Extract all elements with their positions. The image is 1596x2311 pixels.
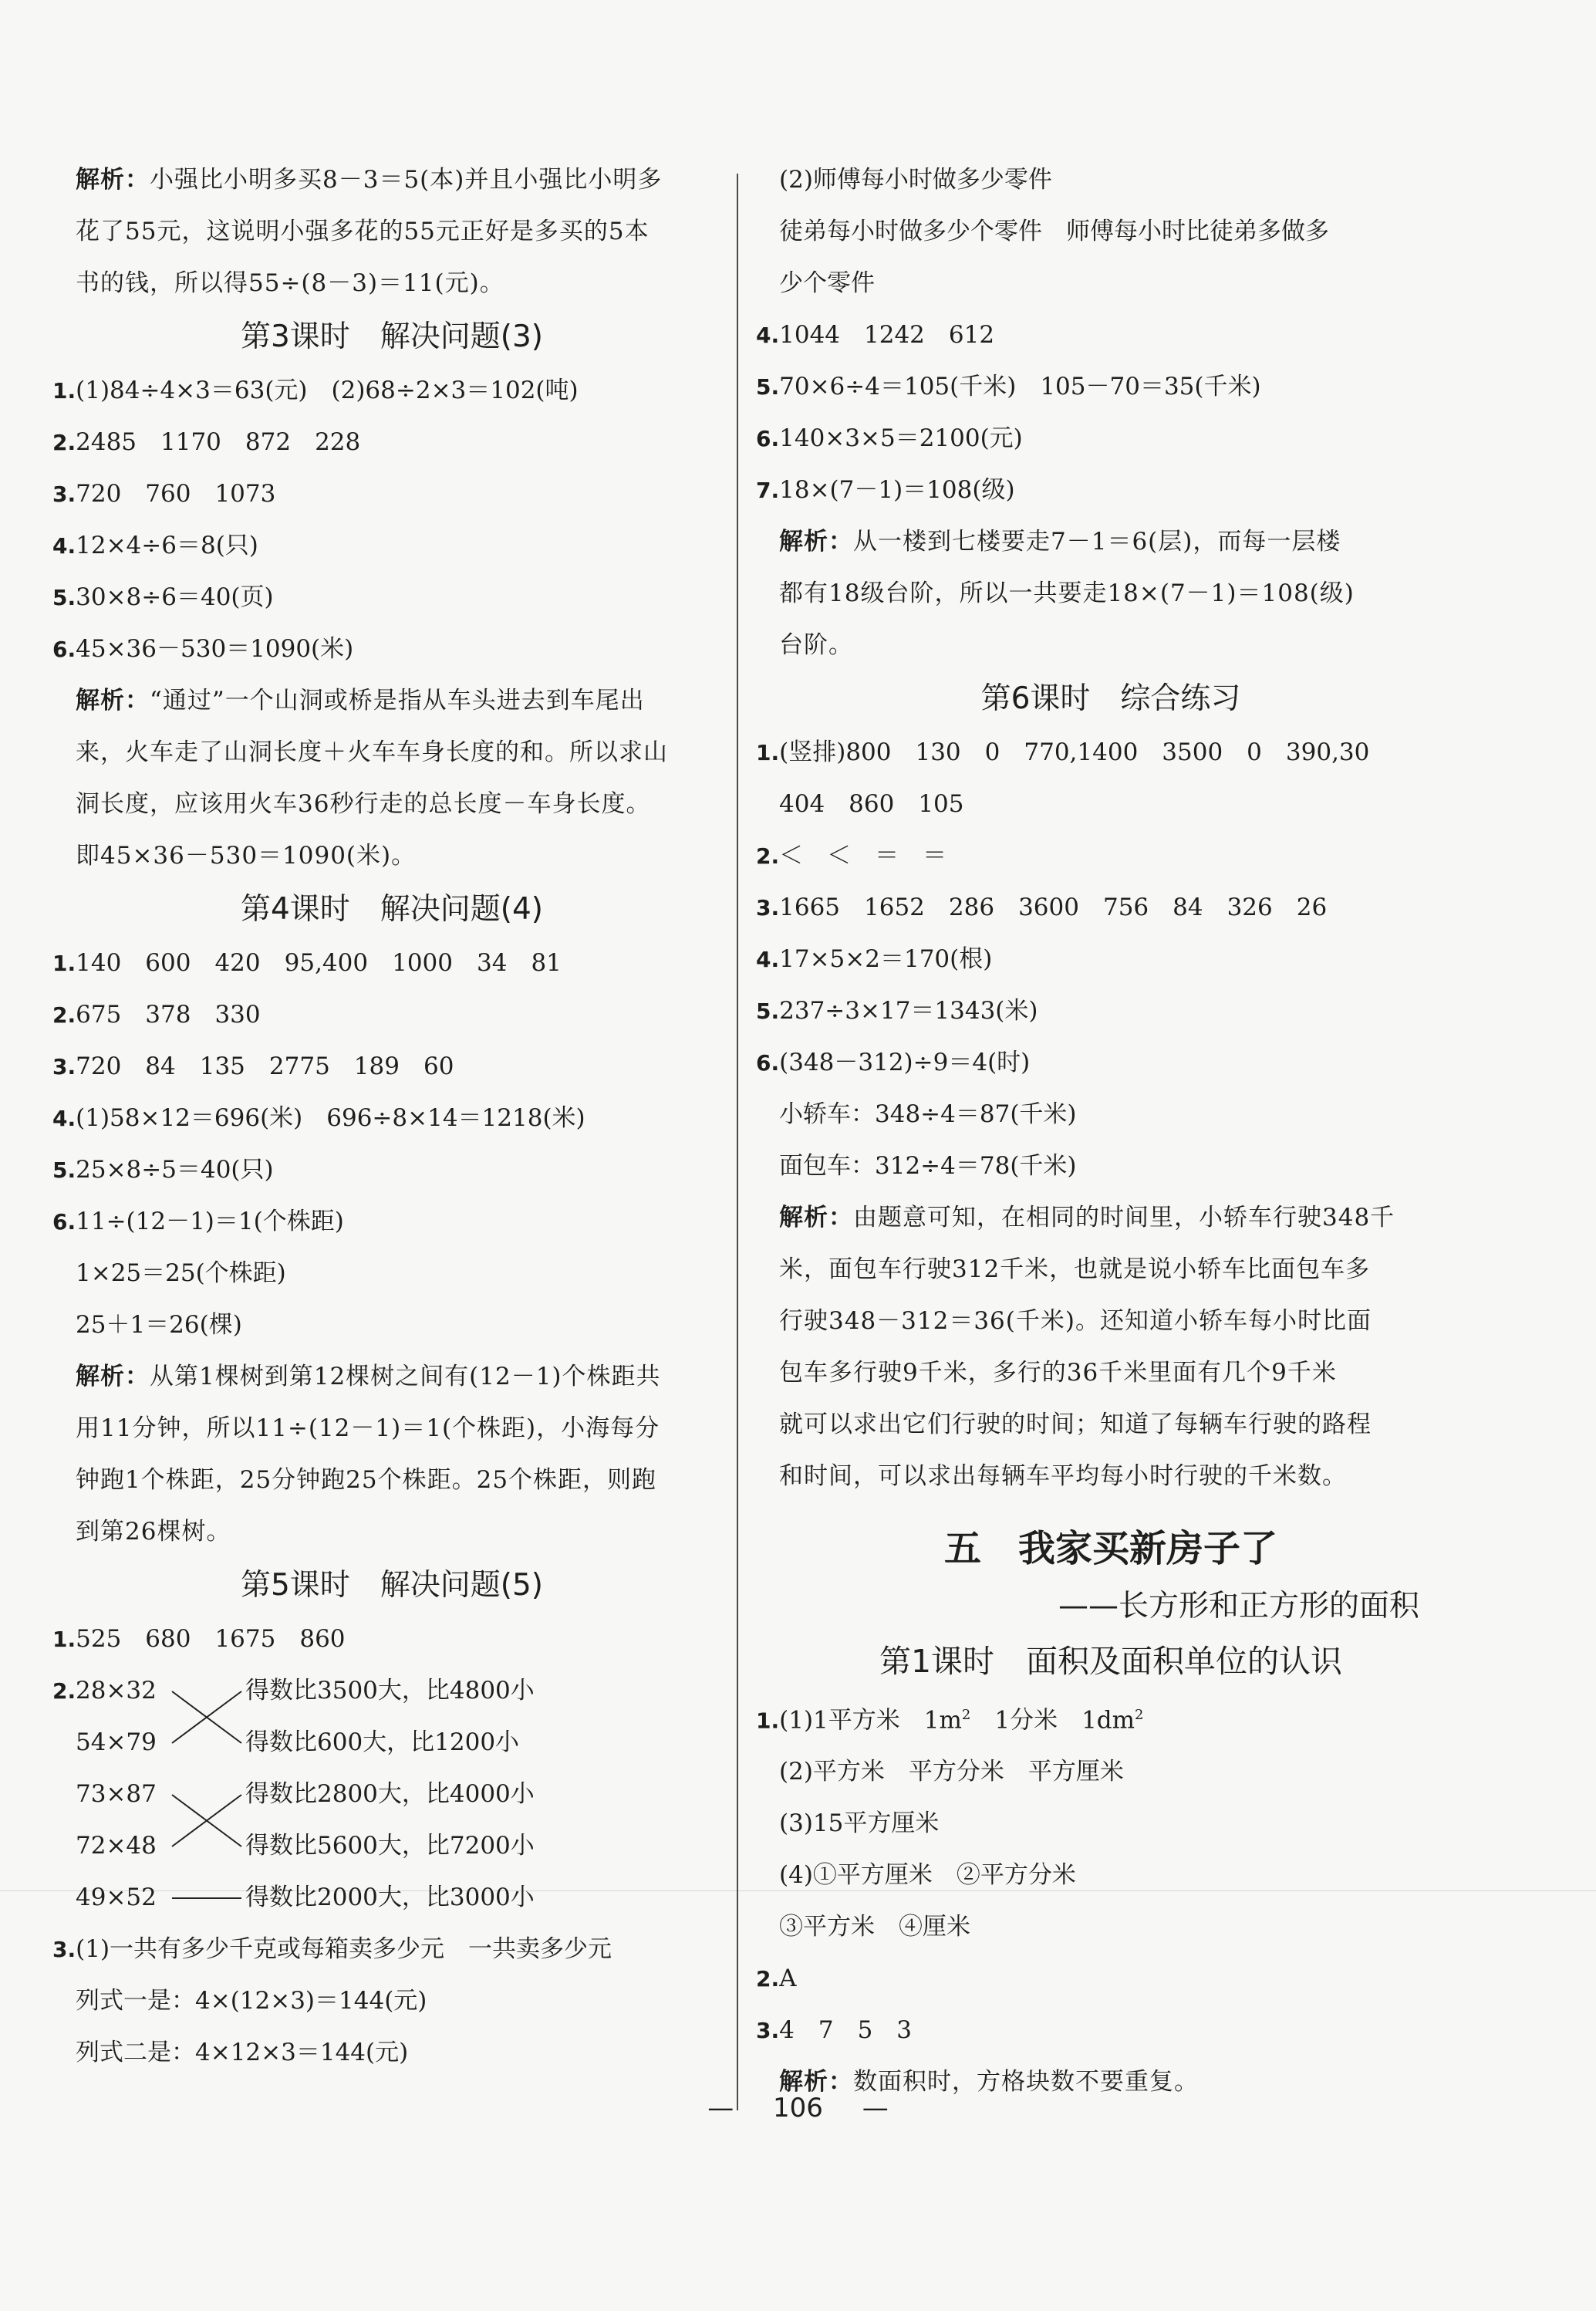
answer-line: 3.(1)一共有多少千克或每箱卖多少元 一共卖多少元 <box>52 1935 612 1963</box>
answer-line: 7.18×(7－1)＝108(级) <box>756 476 1015 504</box>
lesson-4-title: 第4课时 解决问题(4) <box>240 892 544 927</box>
match-left-list: 28×32 54×79 73×87 72×48 49×52 <box>76 1677 157 1911</box>
answer-line: 3.720 760 1073 <box>52 480 276 508</box>
matching-exercise: 2. 28×32 54×79 73×87 72×48 49×52 得数比3500大，比4800小 得数比600大，比1200小 得数比2800大，比4000小 得数比5600大，比7200小 得数比2000大，比3000小 <box>52 1665 731 1924</box>
answer-line: 6.11÷(12－1)＝1(个株距) <box>52 1208 344 1235</box>
analysis-paragraph: 解析：数面积时，方格块数不要重复。 <box>779 2068 1199 2096</box>
analysis-label: 解析： <box>779 528 853 556</box>
analysis-label: 解析： <box>76 1363 150 1390</box>
answer-line: 1.(1)84÷4×3＝63(元) (2)68÷2×3＝102(吨) <box>52 377 579 404</box>
lesson-5-title: 第5课时 解决问题(5) <box>240 1568 544 1603</box>
answer-line: 6.(348－312)÷9＝4(时) <box>756 1049 1031 1076</box>
unit-subtitle: ——长方形和正方形的面积 <box>1058 1589 1419 1623</box>
answer-line: 2.675 378 330 <box>52 1001 261 1029</box>
answer-line: 404 860 105 <box>779 790 964 818</box>
unit-lesson-1-title: 第1课时 面积及面积单位的认识 <box>879 1643 1343 1680</box>
answer-line: 4.(1)58×12＝696(米) 696÷8×14＝1218(米) <box>52 1104 585 1132</box>
analysis-label: 解析： <box>76 166 150 194</box>
answer-line: 5.70×6÷4＝105(千米) 105－70＝35(千米) <box>756 373 1261 400</box>
answer-line: 5.237÷3×17＝1343(米) <box>756 997 1038 1025</box>
answer-line: 1.(1)1平方米 $1m^2$ 1分米 $1dm^2$ <box>756 1706 1144 1735</box>
answer-line: 3.1665 1652 286 3600 756 84 326 26 <box>756 894 1328 921</box>
answer-line: 徒弟每小时做多少个零件 师傅每小时比徒弟多做多 <box>779 218 1329 245</box>
match-lines <box>168 1665 245 1924</box>
answer-line: (2)师傅每小时做多少零件 <box>779 166 1052 194</box>
answer-line: 面包车：312÷4＝78(千米) <box>779 1152 1077 1180</box>
answer-line: 6.140×3×5＝2100(元) <box>756 424 1023 452</box>
unit-title: 五 我家买新房子了 <box>943 1527 1277 1570</box>
answer-line: 1.525 680 1675 860 <box>52 1625 346 1653</box>
answer-line: 1×25＝25(个株距) <box>76 1259 286 1287</box>
analysis-paragraph: 解析：由题意可知，在相同的时间里，小轿车行驶348千 米，面包车行驶312千米，也就是说小轿车比面包车多 行驶348－312＝36(千米)。还知道小轿车每小时比面 包车多行驶9千米，多行的36千米里面有几个9千米 就可以求出它们行驶的时间；知道了每辆车行驶的路程 和时间，可以求出每辆车平均每小时行驶的千米数。 <box>779 1204 1395 1490</box>
answer-line: 小轿车：348÷4＝87(千米) <box>779 1100 1077 1128</box>
answer-line: 2.2485 1170 872 228 <box>52 428 361 456</box>
page-number: — 106 — <box>707 2093 889 2123</box>
lesson-3-answers <box>52 365 731 675</box>
analysis-paragraph <box>52 154 731 309</box>
analysis-text: 小强比小明多买8－3＝5(本)并且小强比小明多 <box>150 166 663 194</box>
answer-line: 1.(竖排)800 130 0 770,1400 3500 0 390,30 <box>756 738 1370 766</box>
left-column <box>52 154 731 2079</box>
lesson-3-title: 第3课时 解决问题(3) <box>240 319 544 354</box>
answer-line: 5.30×8÷6＝40(页) <box>52 583 274 611</box>
answer-line: (4)①平方厘米 ②平方分米 <box>779 1861 1076 1890</box>
answer-line: (3)15平方厘米 <box>779 1809 940 1838</box>
answer-line: 5.25×8÷5＝40(只) <box>52 1156 274 1184</box>
analysis-text: 书的钱，所以得55÷(8－3)＝11(元)。 <box>76 269 504 297</box>
analysis-paragraph: 解析：“通过”一个山洞或桥是指从车头进去到车尾出 来，火车走了山洞长度＋火车车身长度的和。所以求山 洞长度，应该用火车36秒行走的总长度－车身长度。 即45×36－530＝1090(米)。 <box>76 687 668 870</box>
lesson-4-answers <box>52 938 731 1351</box>
answer-line: 少个零件 <box>779 269 875 297</box>
answer-line: 4.12×4÷6＝8(只) <box>52 532 258 559</box>
match-right-list: 得数比3500大，比4800小 得数比600大，比1200小 得数比2800大，比4000小 得数比5600大，比7200小 得数比2000大，比3000小 <box>245 1677 535 1911</box>
answer-line: 4.17×5×2＝170(根) <box>756 945 993 973</box>
analysis-paragraph: 解析：从第1棵树到第12棵树之间有(12－1)个株距共 用11分钟，所以11÷(12－1)＝1(个株距)，小海每分 钟跑1个株距，25分钟跑25个株距。25个株距，则跑 到第26棵树。 <box>76 1363 661 1546</box>
answer-line: 2.A <box>756 1965 797 1993</box>
right-column <box>756 154 1466 2108</box>
answer-line: 6.45×36－530＝1090(米) <box>52 635 354 663</box>
analysis-paragraph: 解析：从一楼到七楼要走7－1＝6(层)，而每一层楼 都有18级台阶，所以一共要走18×(7－1)＝108(级) 台阶。 <box>779 528 1355 659</box>
answer-line: 3.4 7 5 3 <box>756 2016 913 2045</box>
answer-line: 3.720 84 135 2775 189 60 <box>52 1052 454 1080</box>
answer-line: ③平方米 ④厘米 <box>779 1913 970 1941</box>
analysis-label: 解析： <box>779 2068 853 2096</box>
analysis-label: 解析： <box>779 1204 853 1232</box>
answer-line: 2.＜ ＜ ＝ ＝ <box>756 842 947 870</box>
answer-line: 4.1044 1242 612 <box>756 321 995 349</box>
answer-line: (2)平方米 平方分米 平方厘米 <box>779 1758 1124 1786</box>
answer-line: 25＋1＝26(棵) <box>76 1311 242 1339</box>
analysis-label: 解析： <box>76 687 150 715</box>
column-divider <box>737 174 738 2110</box>
answer-line: 列式一是：4×(12×3)＝144(元) <box>76 1987 427 2015</box>
lesson-6-title: 第6课时 综合练习 <box>980 681 1241 716</box>
answer-line: 1.140 600 420 95,400 1000 34 81 <box>52 949 562 977</box>
analysis-text: 花了55元，这说明小强多花的55元正好是多买的5本 <box>76 218 650 245</box>
answer-line: 列式二是：4×12×3＝144(元) <box>76 2039 409 2066</box>
